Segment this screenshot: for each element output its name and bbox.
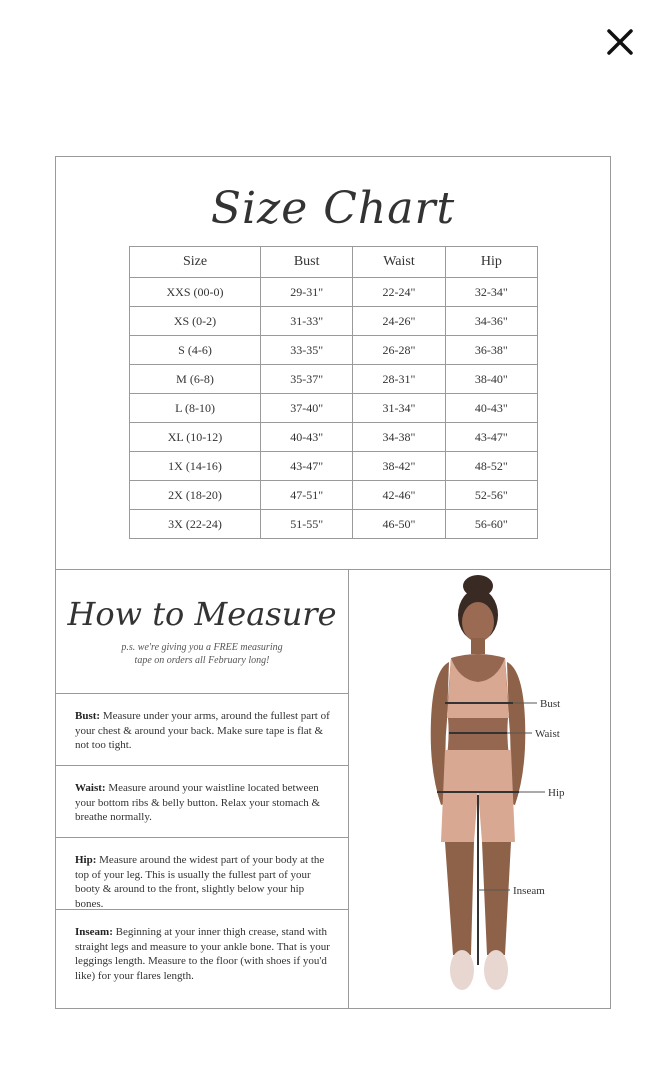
bust-cell: 40-43"	[261, 423, 353, 452]
size-cell: L (8-10)	[130, 394, 261, 423]
waist-cell: 22-24"	[353, 278, 445, 307]
waist-cell: 38-42"	[353, 452, 445, 481]
size-cell: XL (10-12)	[130, 423, 261, 452]
hip-cell: 40-43"	[445, 394, 537, 423]
bust-label: Bust:	[75, 710, 101, 722]
hip-cell: 32-34"	[445, 278, 537, 307]
size-cell: 1X (14-16)	[130, 452, 261, 481]
bust-cell: 51-55"	[261, 510, 353, 539]
inseam-label: Inseam:	[75, 926, 113, 938]
table-row	[130, 423, 538, 452]
table-row	[130, 278, 538, 307]
bust-instructions	[56, 693, 348, 765]
waist-cell: 24-26"	[353, 307, 445, 336]
waist-label: Waist:	[75, 782, 106, 794]
size-cell: XS (0-2)	[130, 307, 261, 336]
free-tape-note-line2: tape on orders all February long!	[134, 655, 270, 666]
table-row	[130, 307, 538, 336]
inseam-instructions	[56, 909, 348, 1009]
bust-text: Measure under your arms, around the fullest part of your chest & around your back. Make sure tape is flat & not too tight.	[75, 710, 330, 751]
size-cell: XXS (00-0)	[130, 278, 261, 307]
hip-cell: 52-56"	[445, 481, 537, 510]
size-table	[129, 246, 538, 539]
close-button[interactable]	[600, 22, 640, 62]
measurement-figure	[349, 570, 611, 1009]
size-cell: 3X (22-24)	[130, 510, 261, 539]
inseam-text: Beginning at your inner thigh crease, stand with straight legs and measure to your ankle bone. That is your leggings length. Measure to the floor (with shoes if you'd like) for your flares length.	[75, 926, 330, 982]
waist-text: Measure around your waistline located between your bottom ribs & belly button. Relax your stomach & breathe normally.	[75, 782, 321, 823]
size-cell: 2X (18-20)	[130, 481, 261, 510]
bust-cell: 31-33"	[261, 307, 353, 336]
size-chart-title: Size Chart	[210, 183, 456, 234]
free-tape-note-line1: p.s. we're giving you a FREE measuring	[121, 642, 283, 653]
hip-cell: 56-60"	[445, 510, 537, 539]
hip-cell: 34-36"	[445, 307, 537, 336]
header-bust: Bust	[261, 247, 353, 278]
waist-cell: 28-31"	[353, 365, 445, 394]
inseam-figure-label: Inseam	[513, 885, 545, 897]
hip-cell: 38-40"	[445, 365, 537, 394]
size-cell: S (4-6)	[130, 336, 261, 365]
header-size: Size	[130, 247, 261, 278]
hip-cell: 48-52"	[445, 452, 537, 481]
how-to-measure-title: How to Measure	[67, 595, 337, 633]
table-header-row	[130, 247, 538, 278]
bust-cell: 43-47"	[261, 452, 353, 481]
hip-cell: 43-47"	[445, 423, 537, 452]
free-tape-note	[56, 641, 348, 667]
table-row	[130, 336, 538, 365]
header-waist: Waist	[353, 247, 445, 278]
bust-figure-label: Bust	[540, 698, 561, 710]
body-illustration	[349, 570, 611, 1009]
hip-figure-label: Hip	[548, 787, 565, 799]
header-hip: Hip	[445, 247, 537, 278]
bust-cell: 35-37"	[261, 365, 353, 394]
table-row	[130, 394, 538, 423]
hip-label: Hip:	[75, 854, 97, 866]
hip-cell: 36-38"	[445, 336, 537, 365]
bust-cell: 33-35"	[261, 336, 353, 365]
waist-instructions	[56, 765, 348, 837]
bust-cell: 37-40"	[261, 394, 353, 423]
table-row	[130, 365, 538, 394]
close-icon	[600, 22, 640, 62]
hip-text: Measure around the widest part of your body at the top of your leg. This is usually the fullest part of your booty & around to the front, slightly below your hip bones.	[75, 854, 325, 910]
waist-figure-label: Waist	[535, 728, 560, 740]
waist-cell: 26-28"	[353, 336, 445, 365]
table-row	[130, 481, 538, 510]
waist-cell: 31-34"	[353, 394, 445, 423]
waist-cell: 34-38"	[353, 423, 445, 452]
hip-instructions	[56, 837, 348, 909]
bust-cell: 47-51"	[261, 481, 353, 510]
bust-cell: 29-31"	[261, 278, 353, 307]
table-row	[130, 510, 538, 539]
waist-cell: 42-46"	[353, 481, 445, 510]
table-row	[130, 452, 538, 481]
size-chart-card	[55, 156, 611, 1009]
waist-cell: 46-50"	[353, 510, 445, 539]
size-cell: M (6-8)	[130, 365, 261, 394]
